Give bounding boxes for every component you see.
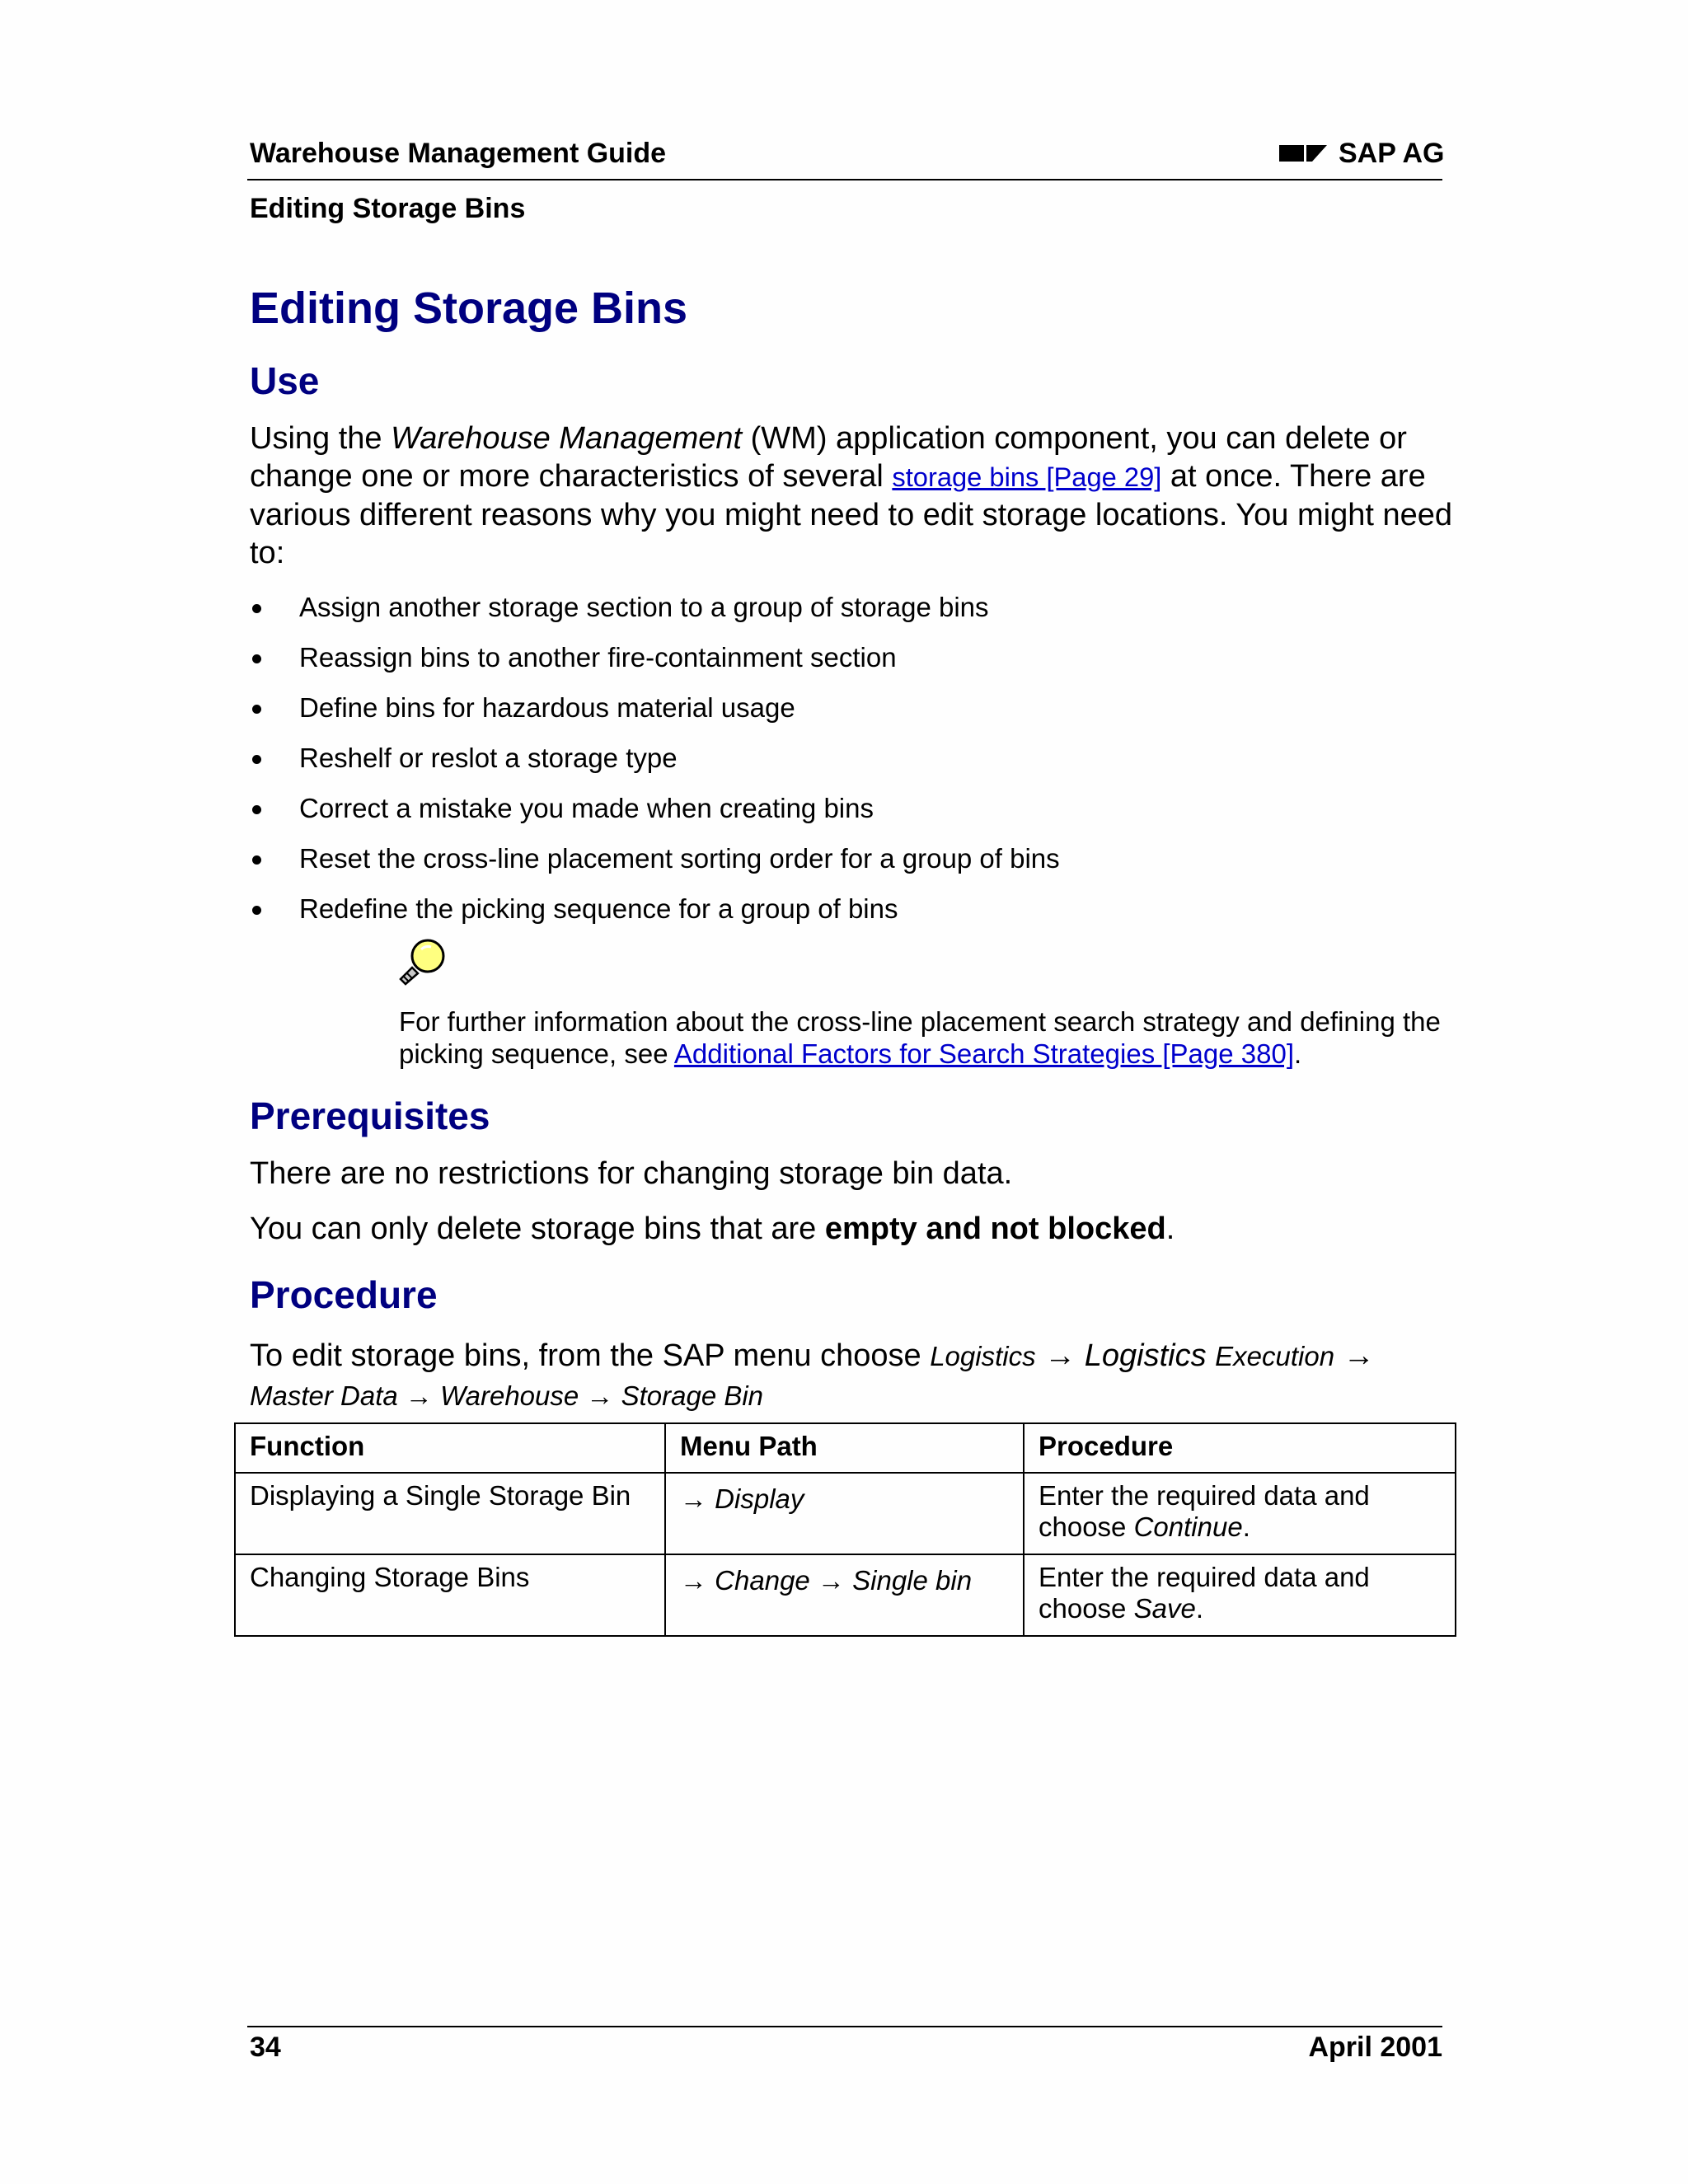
table-header-row — [235, 1423, 1456, 1473]
use-intro-text-1: Using the — [250, 421, 392, 456]
use-intro — [250, 419, 1453, 572]
prerequisites-line-2-end: . — [1165, 1212, 1175, 1246]
menu-path-logistics-2: Logistics — [1084, 1338, 1207, 1373]
prerequisites-line-2-text: You can only delete storage bins that are — [250, 1212, 825, 1246]
menu-path-arrow: → — [680, 1483, 707, 1514]
menu-path-change: Change — [715, 1565, 810, 1596]
footer-rule — [247, 2026, 1442, 2027]
table-cell-function: Changing Storage Bins — [235, 1554, 665, 1636]
procedure-cell-italic: Save — [1133, 1593, 1196, 1624]
procedure-intro-line-1 — [250, 1337, 1375, 1376]
prerequisites-line-2 — [250, 1210, 1175, 1248]
procedure-heading: Procedure — [250, 1273, 438, 1316]
procedure-cell-text: Enter the required data and choose — [1039, 1562, 1370, 1624]
table-cell-menu-path — [665, 1473, 1024, 1554]
running-header-section: Editing Storage Bins — [250, 193, 526, 224]
table-row — [235, 1554, 1456, 1636]
list-item: Correct a mistake you made when creating bins — [250, 783, 1445, 833]
procedure-cell-end: . — [1242, 1511, 1250, 1542]
use-heading: Use — [250, 359, 320, 402]
note-text — [399, 1005, 1446, 1070]
menu-path-arrow: → — [586, 1380, 614, 1411]
menu-path-storage-bin: Storage Bin — [621, 1380, 764, 1411]
menu-path-master-data: Master Data — [250, 1380, 398, 1411]
company-name: SAP AG — [1339, 138, 1445, 169]
running-header-title: Warehouse Management Guide — [250, 138, 667, 169]
note-end: . — [1294, 1038, 1302, 1069]
procedure-cell-end: . — [1195, 1593, 1203, 1624]
search-strategies-link[interactable]: Additional Factors for Search Strategies [Page 380] — [673, 1038, 1294, 1069]
table-cell-menu-path — [665, 1554, 1024, 1636]
menu-path-logistics: Logistics — [930, 1341, 1036, 1371]
menu-path-display: Display — [715, 1483, 804, 1514]
procedure-intro-line-2 — [250, 1380, 763, 1413]
list-item: Assign another storage section to a group of storage bins — [250, 582, 1445, 632]
list-item: Define bins for hazardous material usage — [250, 682, 1445, 733]
header-rule — [247, 179, 1442, 180]
table-cell-function: Displaying a Single Storage Bin — [235, 1473, 665, 1554]
table-header-menu-path: Menu Path — [665, 1423, 1024, 1473]
menu-path-warehouse: Warehouse — [440, 1380, 579, 1411]
menu-path-single-bin: Single bin — [852, 1565, 973, 1596]
table-header-procedure: Procedure — [1024, 1423, 1456, 1473]
sap-logo-icon — [1279, 143, 1329, 164]
menu-path-arrow: → — [1343, 1338, 1375, 1373]
list-item: Reshelf or reslot a storage type — [250, 733, 1445, 783]
lightbulb-icon — [394, 935, 452, 992]
use-intro-text-3: at once. There are various different reasons why you might need to edit storage locations. You might need to: — [250, 459, 1452, 570]
prerequisites-line-1: There are no restrictions for changing storage bin data. — [250, 1156, 1013, 1191]
table-cell-procedure — [1024, 1554, 1456, 1636]
footer-date: April 2001 — [1308, 2032, 1442, 2063]
procedure-cell-text: Enter the required data and choose — [1039, 1480, 1370, 1542]
use-bullet-list — [250, 582, 1445, 934]
procedure-table — [234, 1422, 1456, 1637]
menu-path-arrow: → — [1044, 1338, 1076, 1373]
prerequisites-line-2-bold: empty and not blocked — [824, 1212, 1166, 1246]
table-cell-procedure — [1024, 1473, 1456, 1554]
list-item: Reset the cross-line placement sorting order for a group of bins — [250, 833, 1445, 883]
use-intro-italic: Warehouse Management — [391, 421, 743, 456]
menu-path-execution: Execution — [1215, 1341, 1335, 1371]
menu-path-arrow: → — [817, 1565, 845, 1596]
note-body: For further information about the cross-line placement search strategy and defining the picking sequence, see — [399, 1006, 1441, 1069]
page-number: 34 — [250, 2032, 281, 2063]
prerequisites-heading: Prerequisites — [250, 1094, 490, 1137]
table-header-function: Function — [235, 1423, 665, 1473]
menu-path-arrow: → — [405, 1380, 433, 1411]
storage-bins-link[interactable]: storage bins [Page 29] — [892, 462, 1162, 492]
company-logo — [1279, 137, 1444, 170]
procedure-intro-text: To edit storage bins, from the SAP menu choose — [250, 1338, 931, 1373]
table-row — [235, 1473, 1456, 1554]
page-title: Editing Storage Bins — [250, 284, 688, 333]
list-item: Redefine the picking sequence for a group of bins — [250, 883, 1445, 934]
list-item: Reassign bins to another fire-containment section — [250, 632, 1445, 682]
use-intro-text-2: (WM) application component, you can delete or change one or more characteristics of several — [250, 421, 1407, 494]
menu-path-arrow: → — [680, 1565, 707, 1596]
procedure-cell-italic: Continue — [1133, 1511, 1243, 1542]
